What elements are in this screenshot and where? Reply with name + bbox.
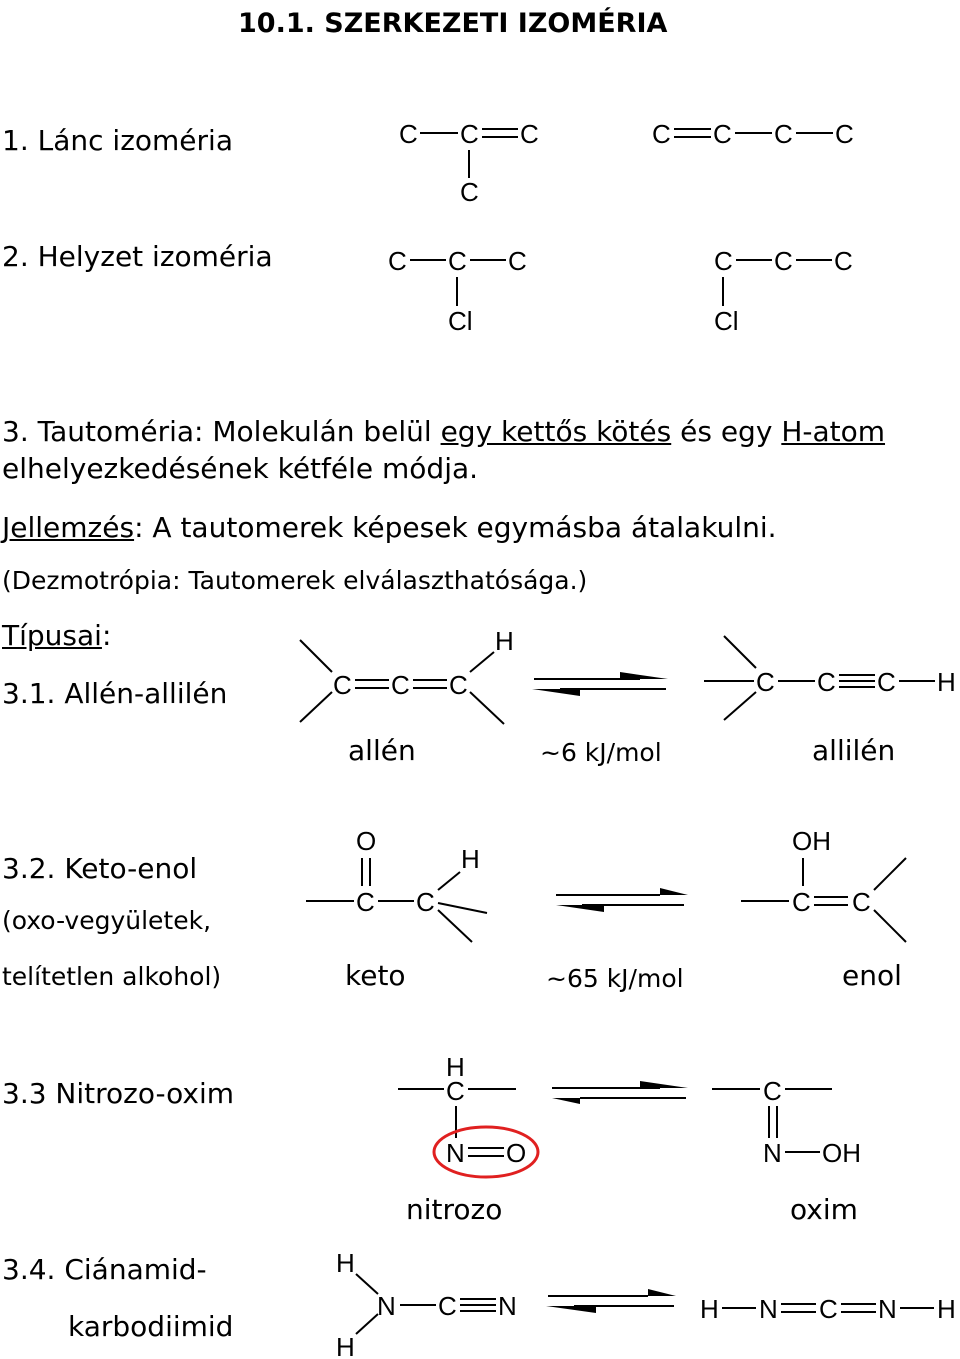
atom-c: C: [652, 119, 671, 149]
atom-h: H: [336, 1332, 355, 1359]
atom-c: C: [877, 667, 896, 697]
atom-n: N: [759, 1294, 778, 1324]
chain-isomer-branched: [399, 119, 539, 207]
equilibrium-arrow-keto: [556, 888, 688, 912]
atom-c: C: [460, 177, 479, 207]
label-oxim: oxim: [790, 1193, 858, 1226]
atom-h: H: [937, 667, 956, 697]
cyanamide-structure: [336, 1248, 517, 1359]
atom-n: N: [498, 1291, 517, 1321]
atom-h: H: [446, 1052, 465, 1082]
tautomeria-mid2: és egy: [671, 415, 782, 448]
atom-oh: OH: [792, 826, 831, 856]
atom-c: C: [774, 246, 793, 276]
allene-structure: [300, 626, 514, 724]
atom-c: C: [520, 119, 539, 149]
atom-c: C: [713, 119, 732, 149]
atom-c: C: [388, 246, 407, 276]
atom-c: C: [792, 887, 811, 917]
nitroso-structure: [398, 1052, 538, 1177]
atom-c: C: [852, 887, 871, 917]
label-enol: enol: [842, 959, 902, 992]
carbodiimide-structure: [700, 1294, 956, 1324]
atom-n: N: [377, 1291, 396, 1321]
atom-c: C: [399, 119, 418, 149]
keto-sub1: (oxo-vegyületek,: [2, 906, 212, 935]
atom-c: C: [714, 246, 733, 276]
heading-cianamid-1: 3.4. Ciánamid-: [2, 1253, 207, 1286]
atom-h: H: [495, 626, 514, 656]
atom-c: C: [446, 1076, 465, 1106]
atom-cl: Cl: [714, 306, 739, 336]
heading-allen-allilen: 3.1. Allén-allilén: [2, 677, 228, 710]
atom-c: C: [756, 667, 775, 697]
position-isomer-a: [388, 246, 527, 336]
atom-cl: Cl: [448, 306, 473, 336]
atom-n: N: [763, 1138, 782, 1168]
tautomeria-double-bond: egy kettős kötés: [440, 415, 672, 448]
tautomeria-line2: elhelyezkedésének kétféle módja.: [2, 452, 479, 485]
heading-lanc-izomeria: 1. Lánc izoméria: [2, 124, 233, 157]
atom-n: N: [878, 1294, 897, 1324]
atom-c: C: [460, 119, 479, 149]
label-keto: keto: [345, 959, 406, 992]
equilibrium-arrow-allene: [532, 672, 668, 696]
atom-o: O: [356, 826, 377, 856]
atom-c: C: [835, 119, 854, 149]
keto-structure: [306, 826, 487, 942]
label-allilen: allilén: [812, 734, 896, 767]
jellemzes-label: Jellemzés: [2, 511, 135, 544]
heading-keto-enol: 3.2. Keto-enol: [2, 852, 198, 885]
chain-isomer-linear: [652, 119, 854, 149]
label-allen: allén: [348, 734, 416, 767]
atom-c: C: [391, 670, 410, 700]
energy-keto: ~65 kJ/mol: [546, 964, 684, 993]
tipusai-colon: :: [101, 619, 112, 652]
atom-c: C: [356, 887, 375, 917]
heading-nitrozo-oxim: 3.3 Nitrozo-oxim: [2, 1077, 235, 1110]
tautomeria-mid1: Molekulán belül: [212, 415, 441, 448]
atom-c: C: [508, 246, 527, 276]
atom-c: C: [438, 1291, 457, 1321]
atom-c: C: [817, 667, 836, 697]
atom-c: C: [333, 670, 352, 700]
atom-h: H: [700, 1294, 719, 1324]
atom-c: C: [448, 246, 467, 276]
allylene-structure: [704, 636, 956, 720]
jellemzes-text: : A tautomerek képesek egymásba átalakulni.: [134, 511, 777, 544]
heading-helyzet-izomeria: 2. Helyzet izoméria: [2, 240, 273, 273]
enol-structure: [741, 826, 906, 942]
tautomeria-prefix: 3. Tautoméria:: [2, 415, 213, 448]
heading-cianamid-2: karbodiimid: [68, 1310, 234, 1343]
dezmotropia-line: (Dezmotrópia: Tautomerek elválaszthatósága.): [2, 566, 588, 595]
tautomeria-h-atom: H-atom: [781, 415, 886, 448]
keto-sub2: telítetlen alkohol): [2, 962, 222, 991]
label-nitrozo: nitrozo: [406, 1193, 503, 1226]
atom-o: O: [506, 1138, 527, 1168]
equilibrium-arrow-nitroso: [552, 1081, 688, 1104]
energy-allen: ~6 kJ/mol: [540, 738, 662, 767]
atom-c: C: [449, 670, 468, 700]
tipusai-label: Típusai: [2, 619, 102, 652]
atom-h: H: [336, 1248, 355, 1278]
atom-h: H: [461, 844, 480, 874]
oxime-structure: [712, 1076, 861, 1168]
atom-c: C: [774, 119, 793, 149]
atom-c: C: [416, 887, 435, 917]
atom-c: C: [763, 1076, 782, 1106]
atom-c: C: [819, 1294, 838, 1324]
position-isomer-b: [714, 246, 853, 336]
atom-c: C: [834, 246, 853, 276]
atom-h: H: [937, 1294, 956, 1324]
atom-n: N: [446, 1138, 465, 1168]
page-title: 10.1. SZERKEZETI IZOMÉRIA: [238, 8, 668, 39]
equilibrium-arrow-cyanamide: [546, 1289, 676, 1313]
atom-oh: OH: [822, 1138, 861, 1168]
